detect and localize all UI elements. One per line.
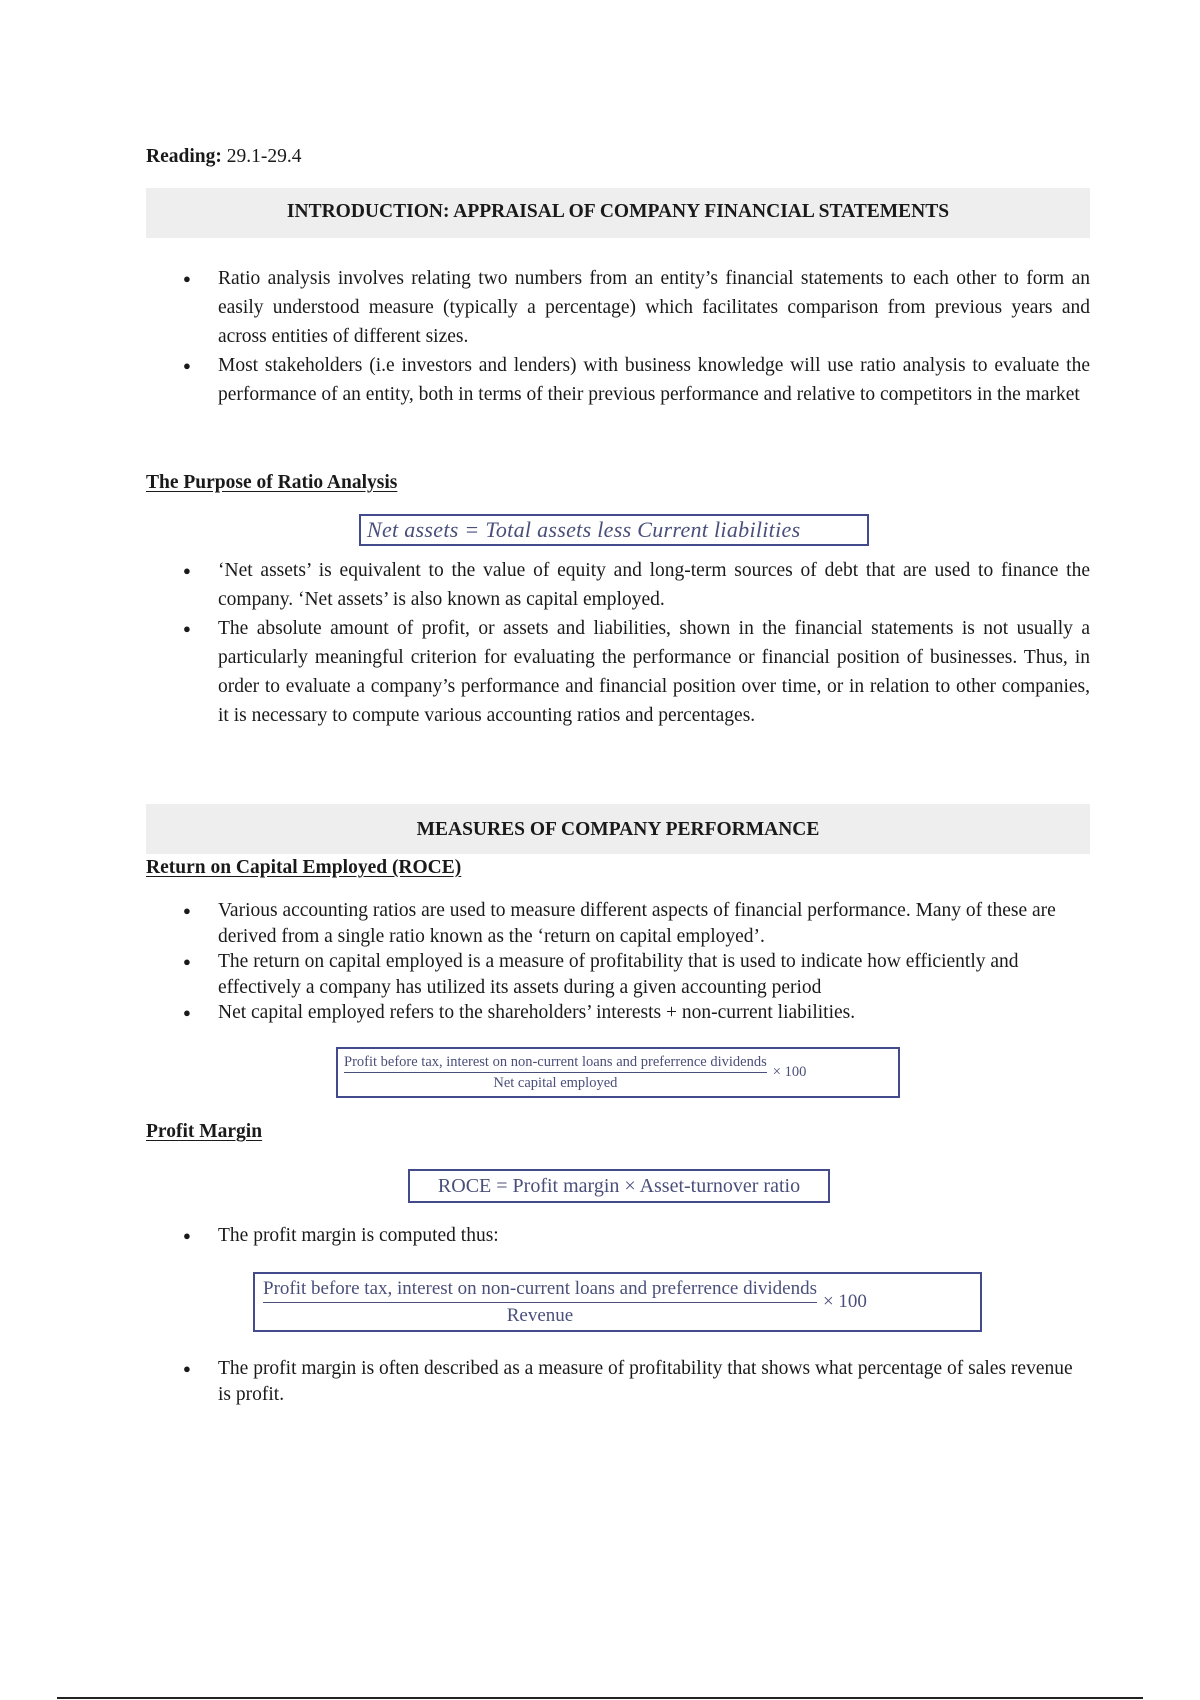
footer-rule <box>57 1697 1143 1699</box>
roce-denominator: Net capital employed <box>493 1075 618 1091</box>
heading-purpose-of-ratio-analysis: The Purpose of Ratio Analysis <box>146 472 398 493</box>
list-item: ● Various accounting ratios are used to measure different aspects of financial performance. Many of these are derived from a single ratio known as the ‘return on capital employed’. <box>146 898 1090 949</box>
list-item: ● The return on capital employed is a measure of profitability that is used to indicate how efficiently and effectively a company has utilized its assets during a given accounting period <box>146 949 1090 1000</box>
roce-bullets <box>146 898 1090 1026</box>
list-item: ● Ratio analysis involves relating two numbers from an entity’s financial statements to each other to form an easily understood measure (typically a percentage) which facilitates comparison from previous years and across entities of different sizes. <box>146 264 1090 351</box>
roce-numerator: Profit before tax, interest on non-current loans and preferrence dividends <box>344 1054 767 1070</box>
introduction-bullets <box>146 264 1090 409</box>
roce-multiplier: × 100 <box>772 1064 807 1080</box>
profit-margin-bullet-2 <box>146 1356 1090 1407</box>
roce-decomposition-formula: ROCE = Profit margin × Asset-turnover ratio <box>408 1169 830 1203</box>
list-item: ● The profit margin is computed thus: <box>146 1221 1090 1250</box>
purpose-bullets <box>146 556 1090 730</box>
reading-value: 29.1-29.4 <box>226 146 302 167</box>
section-title-measures: MEASURES OF COMPANY PERFORMANCE <box>146 804 1090 854</box>
list-item: ● Net capital employed refers to the shareholders’ interests + non-current liabilities. <box>146 1000 1090 1026</box>
list-item: ● The absolute amount of profit, or assets and liabilities, shown in the financial statements is not usually a particularly meaningful criterion for evaluating the performance or financial position of businesses. Thus, in order to evaluate a company’s performance and financial position over time, or in relation to other companies, it is necessary to compute various accounting ratios and percentages. <box>146 614 1090 730</box>
profit-margin-bullet-1 <box>146 1221 1090 1250</box>
list-item: ● Most stakeholders (i.e investors and lenders) with business knowledge will use ratio analysis to evaluate the performance of an entity, both in terms of their previous performance and relative to competitors in the market <box>146 351 1090 409</box>
net-assets-formula: Net assets = Total assets less Current liabilities <box>359 514 869 546</box>
profit-margin-fraction <box>263 1276 817 1329</box>
list-item: ● The profit margin is often described as a measure of profitability that shows what percentage of sales revenue is profit. <box>146 1356 1090 1407</box>
reading-line <box>146 146 301 168</box>
profit-margin-formula <box>253 1272 982 1332</box>
roce-fraction <box>344 1052 767 1093</box>
profit-margin-denominator: Revenue <box>506 1304 574 1326</box>
roce-formula <box>336 1047 900 1098</box>
list-item: ● ‘Net assets’ is equivalent to the value of equity and long-term sources of debt that are used to finance the company. ‘Net assets’ is also known as capital employed. <box>146 556 1090 614</box>
section-title-introduction: INTRODUCTION: APPRAISAL OF COMPANY FINANCIAL STATEMENTS <box>146 188 1090 238</box>
reading-label: Reading: <box>146 146 222 167</box>
heading-roce: Return on Capital Employed (ROCE) <box>146 857 462 878</box>
heading-profit-margin: Profit Margin <box>146 1121 263 1142</box>
profit-margin-numerator: Profit before tax, interest on non-current loans and preferrence dividends <box>263 1277 817 1299</box>
profit-margin-multiplier: × 100 <box>822 1291 867 1312</box>
